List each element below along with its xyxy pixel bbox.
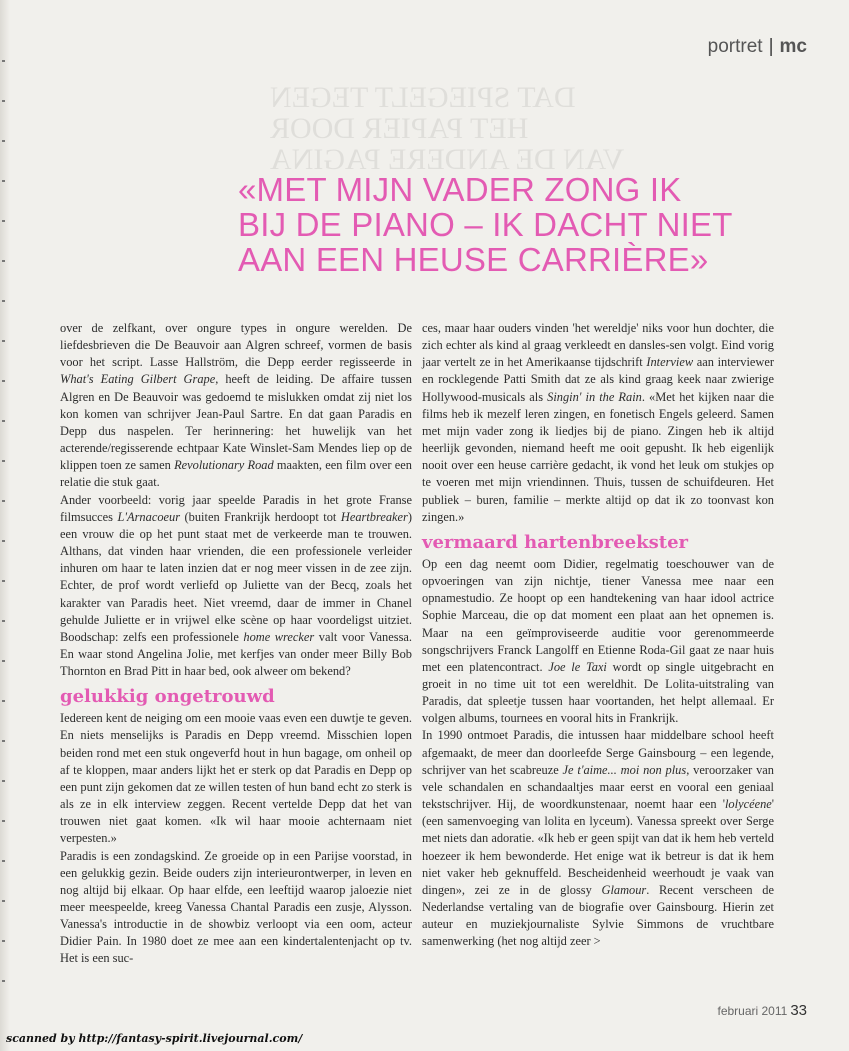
article-column-right xyxy=(422,320,774,950)
paragraph: Paradis is een zondagskind. Ze groeide op in een Parijse voorstad, in een gelukkig gezin. Beide ouders zijn interieurontwerper, in leven en nog altijd bij elkaar. Op haar elfde, een leeftijd waarop jaloezie niet meer meespeelde, kreeg Vanessa Chantal Paradis een zusje, Alysson. Vanessa's introductie in de showbiz verloopt via een oom, acteur Didier Pain. In 1980 doet ze mee aan een kindertalentenjacht op tv. Het is een suc- xyxy=(60,848,412,966)
show-through-text: DAT SPIEGELT TEGEN HET PAPIER DOOR VAN DE ANDERE PAGINA xyxy=(270,81,625,176)
paragraph: Op een dag neemt oom Didier, regelmatig toeschouwer van de opvoeringen van zijn nichtje, tiener Vanessa mee naar een opnamestudio. Ze hoopt op een handtekening van haar idool actrice Sophie Marceau, die op dat moment een plaat aan het opnemen is. Maar na een geïmproviseerde auditie voor gerenommeerde songschrijvers Franck Langolff en Etienne Roda-Gil gaat ze naar huis met een platencontract. Joe le Taxi wordt op single uitgebracht en groeit in no time uit tot een wereldhit. De Lolita-uitstraling van Paradis, dat spleetje tussen haar voortanden, het helpt allemaal. Er volgen albums, tournees en vooral hits in Frankrijk. xyxy=(422,556,774,726)
page-binding-edge xyxy=(0,0,10,1051)
header-separator: | xyxy=(768,36,774,57)
scan-credit: scanned by http://fantasy-spirit.livejournal.com/ xyxy=(6,1032,303,1045)
paragraph: Ander voorbeeld: vorig jaar speelde Paradis in het grote Franse filmsucces L'Arnacoeur (buiten Frankrijk herdoopt tot Heartbreaker) een vrouw die op het punt staat met de verkeerde man te trouwen. Althans, dat vinden haar vrienden, die een professionele verleider inhuren om haar te laten inzien dat er nog meer vissen in de zee zijn. Echter, de prof wordt verliefd op Juliette van der Becq, zoals het karakter van Paradis heet. Niet vreemd, daar de immer in Chanel gehulde Juliette er in vrijwel elke scène op haar voordeligst uitziet. Boodschap: zelfs een professionele home wrecker valt voor Vanessa. En waar stond Angelina Jolie, met kerfjes van onder meer Billy Bob Thornton en Brad Pitt in haar bed, ook alweer om bekend? xyxy=(60,492,413,679)
paragraph: Iedereen kent de neiging om een mooie vaas even een duwtje te geven. En niets menselijks is Paradis en Depp vreemd. Misschien lopen beiden rond met een stuk ongeverfd hout in hun bagage, om onheil op af te kloppen, maar anders lijkt het er sterk op dat Paradis en Depp op een punt zijn gekomen dat ze willen testen of hun band echt zo sterk is als ze in elk interview zeggen. Recent vertelde Depp dat het van trouwen niet gaat komen. «Ik wil haar mooie achternaam niet verpesten.» xyxy=(60,711,412,846)
paragraph: over de zelfkant, over ongure types in ongure werelden. De liefdesbrieven die De Beauvoir aan Algren schreef, vormen de basis voor het script. Lasse Hallström, die Depp eerder regisseerde in What's Eating Gilbert Grape, heeft de leiding. De affaire tussen Algren en De Beauvoir was gedoemd te mislukken omdat zij niet los kon komen van schrijver Jean-Paul Sartre. En dat gaan Paradis en Depp dus naspelen. Ter herinnering: het huwelijk van het acterende/regisserende echtpaar Kate Winslet-Sam Mendes liep op de klippen toen ze samen Revolutionary Road maakten, een film over een relatie die stuk gaat. xyxy=(60,321,412,490)
pull-quote: «MET MIJN VADER ZONG IK BIJ DE PIANO – IK DACHT NIET AAN EEN HEUSE CARRIÈRE» xyxy=(238,171,733,278)
page-number: 33 xyxy=(790,1002,807,1019)
paragraph: In 1990 ontmoet Paradis, die intussen haar middelbare school heeft afgemaakt, de meer dan doorleefde Serge Gainsbourg – een legende, schrijver van het scabreuze Je t'aime... moi non plus, veroorzaker van vele schandalen en schandaaltjes maar eerst en vooral een geniaal tekstschrijver. Hij, de woordkunstenaar, noemt haar een 'lolycéene' (een samenvoeging van lolita en lyceum). Vanessa spreekt over Serge met niets dan adoratie. «Ik heb er geen spijt van dat ik hem heb verteld hoezeer ik hem bewonderde. Het enige wat ik betreur is dat ik hem niet vaker heb geknuffeld. Bescheidenheid weerhoudt je vaak van dingen», zei ze in de glossy Glamour. Recent verscheen de Nederlandse vertaling van de biografie over Gainsbourg. Hierin zet auteur en muziekjournaliste Sylvie Simmons de vruchtbare samenwerking (het nog altijd zeer > xyxy=(422,728,774,949)
issue-date: februari 2011 xyxy=(717,1004,788,1018)
article-column-left xyxy=(60,320,412,968)
page-footer xyxy=(717,1002,807,1019)
subheading: vermaard hartenbreekster xyxy=(422,531,689,553)
section-header xyxy=(708,36,807,58)
brand-label: mc xyxy=(779,36,807,57)
subheading: gelukkig ongetrouwd xyxy=(60,686,275,708)
section-label: portret xyxy=(707,36,763,57)
paragraph: ces, maar haar ouders vinden 'het wereldje' niks voor hun dochter, die zich echter als kind al graag verkleedt en dansles-sen volgt. Eind vorig jaar vertelt ze in het Amerikaanse tijdschrift Interview aan interviewer en rocklegende Patti Smith dat ze als kind graag keek naar zwierige Hollywood-musicals als Singin' in the Rain. «Met het kijken naar die films heb ik mezelf leren zingen, en fonetisch Engels geleerd. Samen met mijn vader zong ik liedjes bij de piano. Zingen heb ik altijd heerlijk gevonden, niemand heeft me ooit gepusht. Ik heb eigenlijk nooit over een heuse carrière gedacht, ik vond het leuk om stukjes op te voeren met mijn vriendinnen. Thuis, tussen de schuifdeuren. Het publiek – buren, familie – merkte altijd op dat ik zo toonvast kon zingen.» xyxy=(422,321,774,524)
